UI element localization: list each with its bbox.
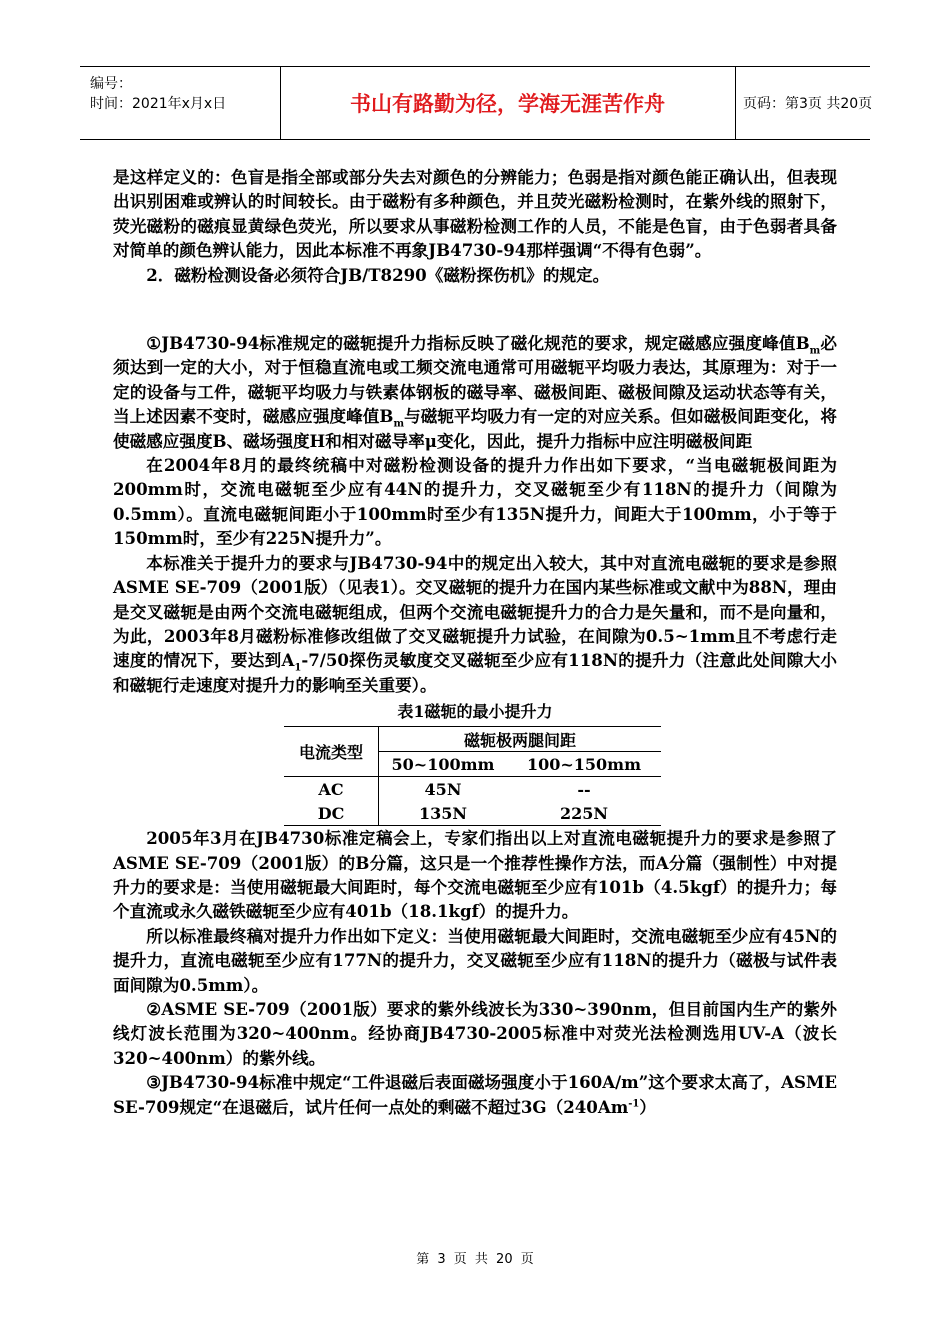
table-header-b: 100~150mm	[507, 752, 661, 777]
paragraph: ②ASME SE-709（2001版）要求的紫外线波长为330~390nm，但目前国内生产的紫外线灯波长范围为320~400nm。经协商JB4730-2005标准中对荧光法检测选用UV-A（波长320~400nm）的紫外线。	[113, 998, 837, 1068]
page-footer: 第 3 页 共 20 页	[416, 1252, 534, 1267]
header-page-info: 页码：第3页 共20页	[743, 96, 873, 112]
paragraph: 本标准关于提升力的要求与JB4730-94中的规定出入较大，其中对直流电磁轭的要求是参照ASME SE-709（2001版）（见表1）。交叉磁轭的提升力在国内某些标准或文献中为88N，理由是交叉磁轭是由两个交流电磁轭组成，但两个交流电磁轭提升力的合力是矢量和，而不是向量和，为此，2003年8月磁粉标准修改组做了交叉磁轭提升力试验，在间隙为0.5~1mm且不考虑行走速度的情况下，要达到$A_1-7/50$探伤灵敏度交叉磁轭至少应有118N的提升力（注意此处间隙大小和磁轭行走速度对提升力的影响至关重要）。	[113, 552, 838, 695]
paragraph: 2005年3月在JB4730标准定稿会上，专家们指出以上对直流电磁轭提升力的要求是参照了ASME SE-709（2001版）的B分篇，这只是一个推荐性操作方法，而A分篇（强制性）中对提升力的要求是：当使用磁轭最大间距时，每个交流电磁轭至少应有101b（4.5kgf）的提升力；每个直流或永久磁铁磁轭至少应有401b（18.1kgf）的提升力。	[113, 828, 837, 922]
table-header-type: 电流类型	[284, 727, 379, 777]
section-heading: 2．磁粉检测设备必须符合JB/T8290《磁粉探伤机》的规定。	[146, 264, 610, 285]
paragraph: ③JB4730-94标准中规定“工件退磁后表面磁场强度小于160A/m”这个要求太高了，ASME SE-709规定“在退磁后，试片任何一点处的剩磁不超过$3G(240Am^{-1})$	[113, 1072, 837, 1117]
paragraph: 是这样定义的：色盲是指全部或部分失去对颜色的分辨能力；色弱是指对颜色能正确认出，但表现出识别困难或辨认的时间较长。由于磁粉有多种颜色，并且荧光磁粉检测时，在紫外线的照射下，荧光磁粉的磁痕显黄绿色荧光，所以要求从事磁粉检测工作的人员，不能是色盲，由于色弱者具备对简单的颜色辨认能力，因此本标准不再象JB4730-94那样强调“不得有色弱”。	[113, 167, 837, 261]
paragraph: ①JB4730-94标准规定的磁轭提升力指标反映了磁化规范的要求，规定磁感应强度峰值$B_m$必须达到一定的大小，对于恒稳直流电或工频交流电通常可用磁轭平均吸力表达，其原理为：对于一定的设备与工件，磁轭平均吸力与铁素体钢板的磁导率、磁极间距、磁极间隙及运动状态等有关，当上述因素不变时，磁感应强度峰值$B_m$与磁轭平均吸力有一定的对应关系。但如磁极间距变化，将使磁感应强度B、磁场强度H和相对磁导率μ变化，因此，提升力指标中应注明磁极间距	[113, 333, 837, 451]
table-cell-b: 225N	[507, 801, 661, 826]
table-caption: 表1磁轭的最小提升力	[397, 702, 553, 722]
table-header-a: 50~100mm	[379, 752, 508, 777]
table-row	[284, 777, 661, 802]
document-body	[113, 165, 837, 1119]
header-meta	[80, 67, 281, 139]
doc-date-label: 时间：2021年x月x日	[90, 96, 227, 112]
header-motto: 书山有路勤为径，学海无涯苦作舟	[280, 67, 736, 139]
table-cell-a: 45N	[379, 777, 508, 802]
table-cell-b: --	[577, 779, 591, 799]
table-header-group: 磁轭极两腿间距	[379, 727, 662, 752]
table-cell-type: AC	[318, 779, 344, 799]
doc-code-label: 编号：	[90, 76, 132, 92]
table-cell-a: 135N	[379, 801, 508, 826]
page-header	[80, 66, 873, 140]
paragraph: 在2004年8月的最终统稿中对磁粉检测设备的提升力作出如下要求，“当电磁轭极间距为200mm时，交流电磁轭至少应有44N的提升力，交叉磁轭至少有118N的提升力（间隙为0.5mm）。直流电磁轭间距小于100mm时至少有135N提升力，间距大于100mm，小于等于150mm时，至少有225N提升力”。	[113, 455, 837, 549]
table-cell-type: DC	[284, 801, 379, 826]
lifting-force-table	[284, 726, 661, 826]
paragraph: 所以标准最终稿对提升力作出如下定义：当使用磁轭最大间距时，交流电磁轭至少应有45N的提升力，直流电磁轭至少应有177N的提升力，交叉磁轭至少应有118N的提升力（磁极与试件表面间隙为0.5mm）。	[113, 925, 837, 995]
table-row	[284, 801, 661, 826]
